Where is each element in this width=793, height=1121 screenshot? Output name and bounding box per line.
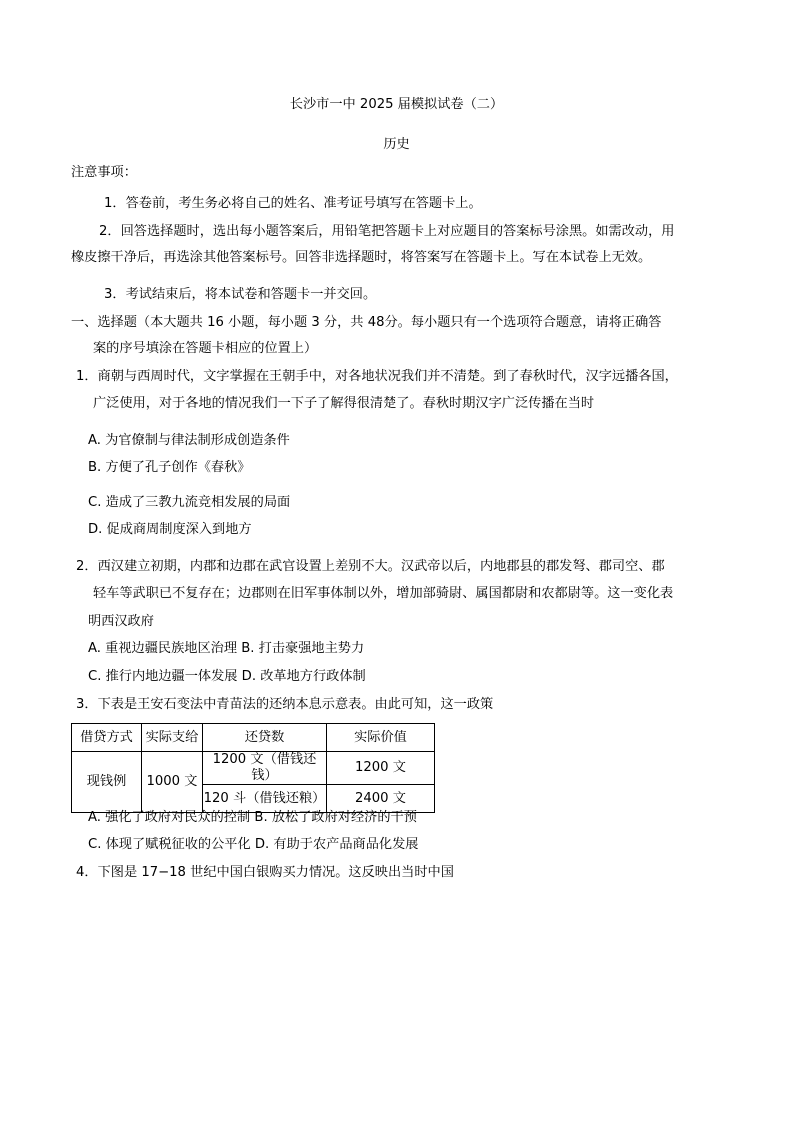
q1-stem-line-1: 1．商朝与西周时代，文字掌握在王朝手中，对各地状况我们并不清楚。到了春秋时代，汉字远播各国，	[76, 369, 678, 384]
table-header-cell: 实际支给	[142, 724, 203, 752]
q2-stem-line-1: 2．西汉建立初期，内郡和边郡在武官设置上差别不大。汉武帝以后，内地郡县的郡发弩、郡司空、郡	[76, 559, 665, 574]
table-repay-grain-cell: 120 斗（借钱还粮）	[203, 785, 327, 813]
q2-stem-line-3: 明西汉政府	[88, 614, 154, 629]
table-row-label: 现钱例	[72, 752, 142, 813]
q3-options-line-2: C. 体现了赋税征收的公平化 D. 有助于农产品商品化发展	[88, 837, 419, 852]
notes-heading: 注意事项：	[71, 165, 137, 180]
q2-options-line-1: A. 重视边疆民族地区治理 B. 打击豪强地主势力	[88, 641, 365, 656]
table-value-cash-cell: 1200 文	[327, 752, 435, 785]
section-heading-line-2: 案的序号填涂在答题卡相应的位置上）	[93, 341, 318, 356]
table-header-cell: 借贷方式	[72, 724, 142, 752]
q4-stem: 4．下图是 17−18 世纪中国白银购买力情况。这反映出当时中国	[76, 865, 454, 880]
table-row	[72, 752, 435, 785]
q2-stem-line-2: 轻车等武职已不复存在；边郡则在旧军事体制以外，增加部骑尉、属国都尉和农都尉等。这一变化表	[93, 586, 674, 601]
exam-title: 长沙市一中 2025 届模拟试卷（二）	[289, 97, 504, 112]
subject-title: 历史	[383, 137, 410, 152]
table-header-cell: 还贷数	[203, 724, 327, 752]
table-header-row	[72, 724, 435, 752]
note-item-3: 3．考试结束后，将本试卷和答题卡一并交回。	[104, 287, 377, 302]
q1-option-d: D. 促成商周制度深入到地方	[88, 522, 252, 537]
table-header-cell: 实际价值	[327, 724, 435, 752]
section-heading-line-1: 一、选择题（本大题共 16 小题，每小题 3 分，共 48分。每小题只有一个选项符合题意，请将正确答	[71, 315, 662, 330]
note-item-2-line-1: 2．回答选择题时，选出每小题答案后，用铅笔把答题卡上对应题目的答案标号涂黑。如需改动，用	[99, 224, 675, 239]
note-item-1: 1．答卷前，考生务必将自己的姓名、准考证号填写在答题卡上。	[104, 196, 482, 211]
note-item-2-line-2: 橡皮擦干净后，再选涂其他答案标号。回答非选择题时，将答案写在答题卡上。写在本试卷上无效。	[71, 250, 652, 265]
table-value-grain-cell: 2400 文	[327, 785, 435, 813]
table-repay-cash-cell: 1200 文（借钱还钱）	[203, 752, 327, 785]
q3-stem: 3．下表是王安石变法中青苗法的还纳本息示意表。由此可知，这一政策	[76, 697, 494, 712]
q1-option-a: A. 为官僚制与律法制形成创造条件	[88, 433, 290, 448]
q1-option-c: C. 造成了三教九流竞相发展的局面	[88, 495, 291, 510]
q1-stem-line-2: 广泛使用，对于各地的情况我们一下子了解得很清楚了。春秋时期汉字广泛传播在当时	[93, 396, 595, 411]
q2-options-line-2: C. 推行内地边疆一体发展 D. 改革地方行政体制	[88, 669, 366, 684]
q3-options-line-1: A. 强化了政府对民众的控制 B. 放松了政府对经济的干预	[88, 810, 417, 825]
q1-option-b: B. 方便了孔子创作《春秋》	[88, 460, 251, 475]
table-disbursed-cell: 1000 文	[142, 752, 203, 813]
qingmiao-repayment-table	[71, 723, 435, 813]
